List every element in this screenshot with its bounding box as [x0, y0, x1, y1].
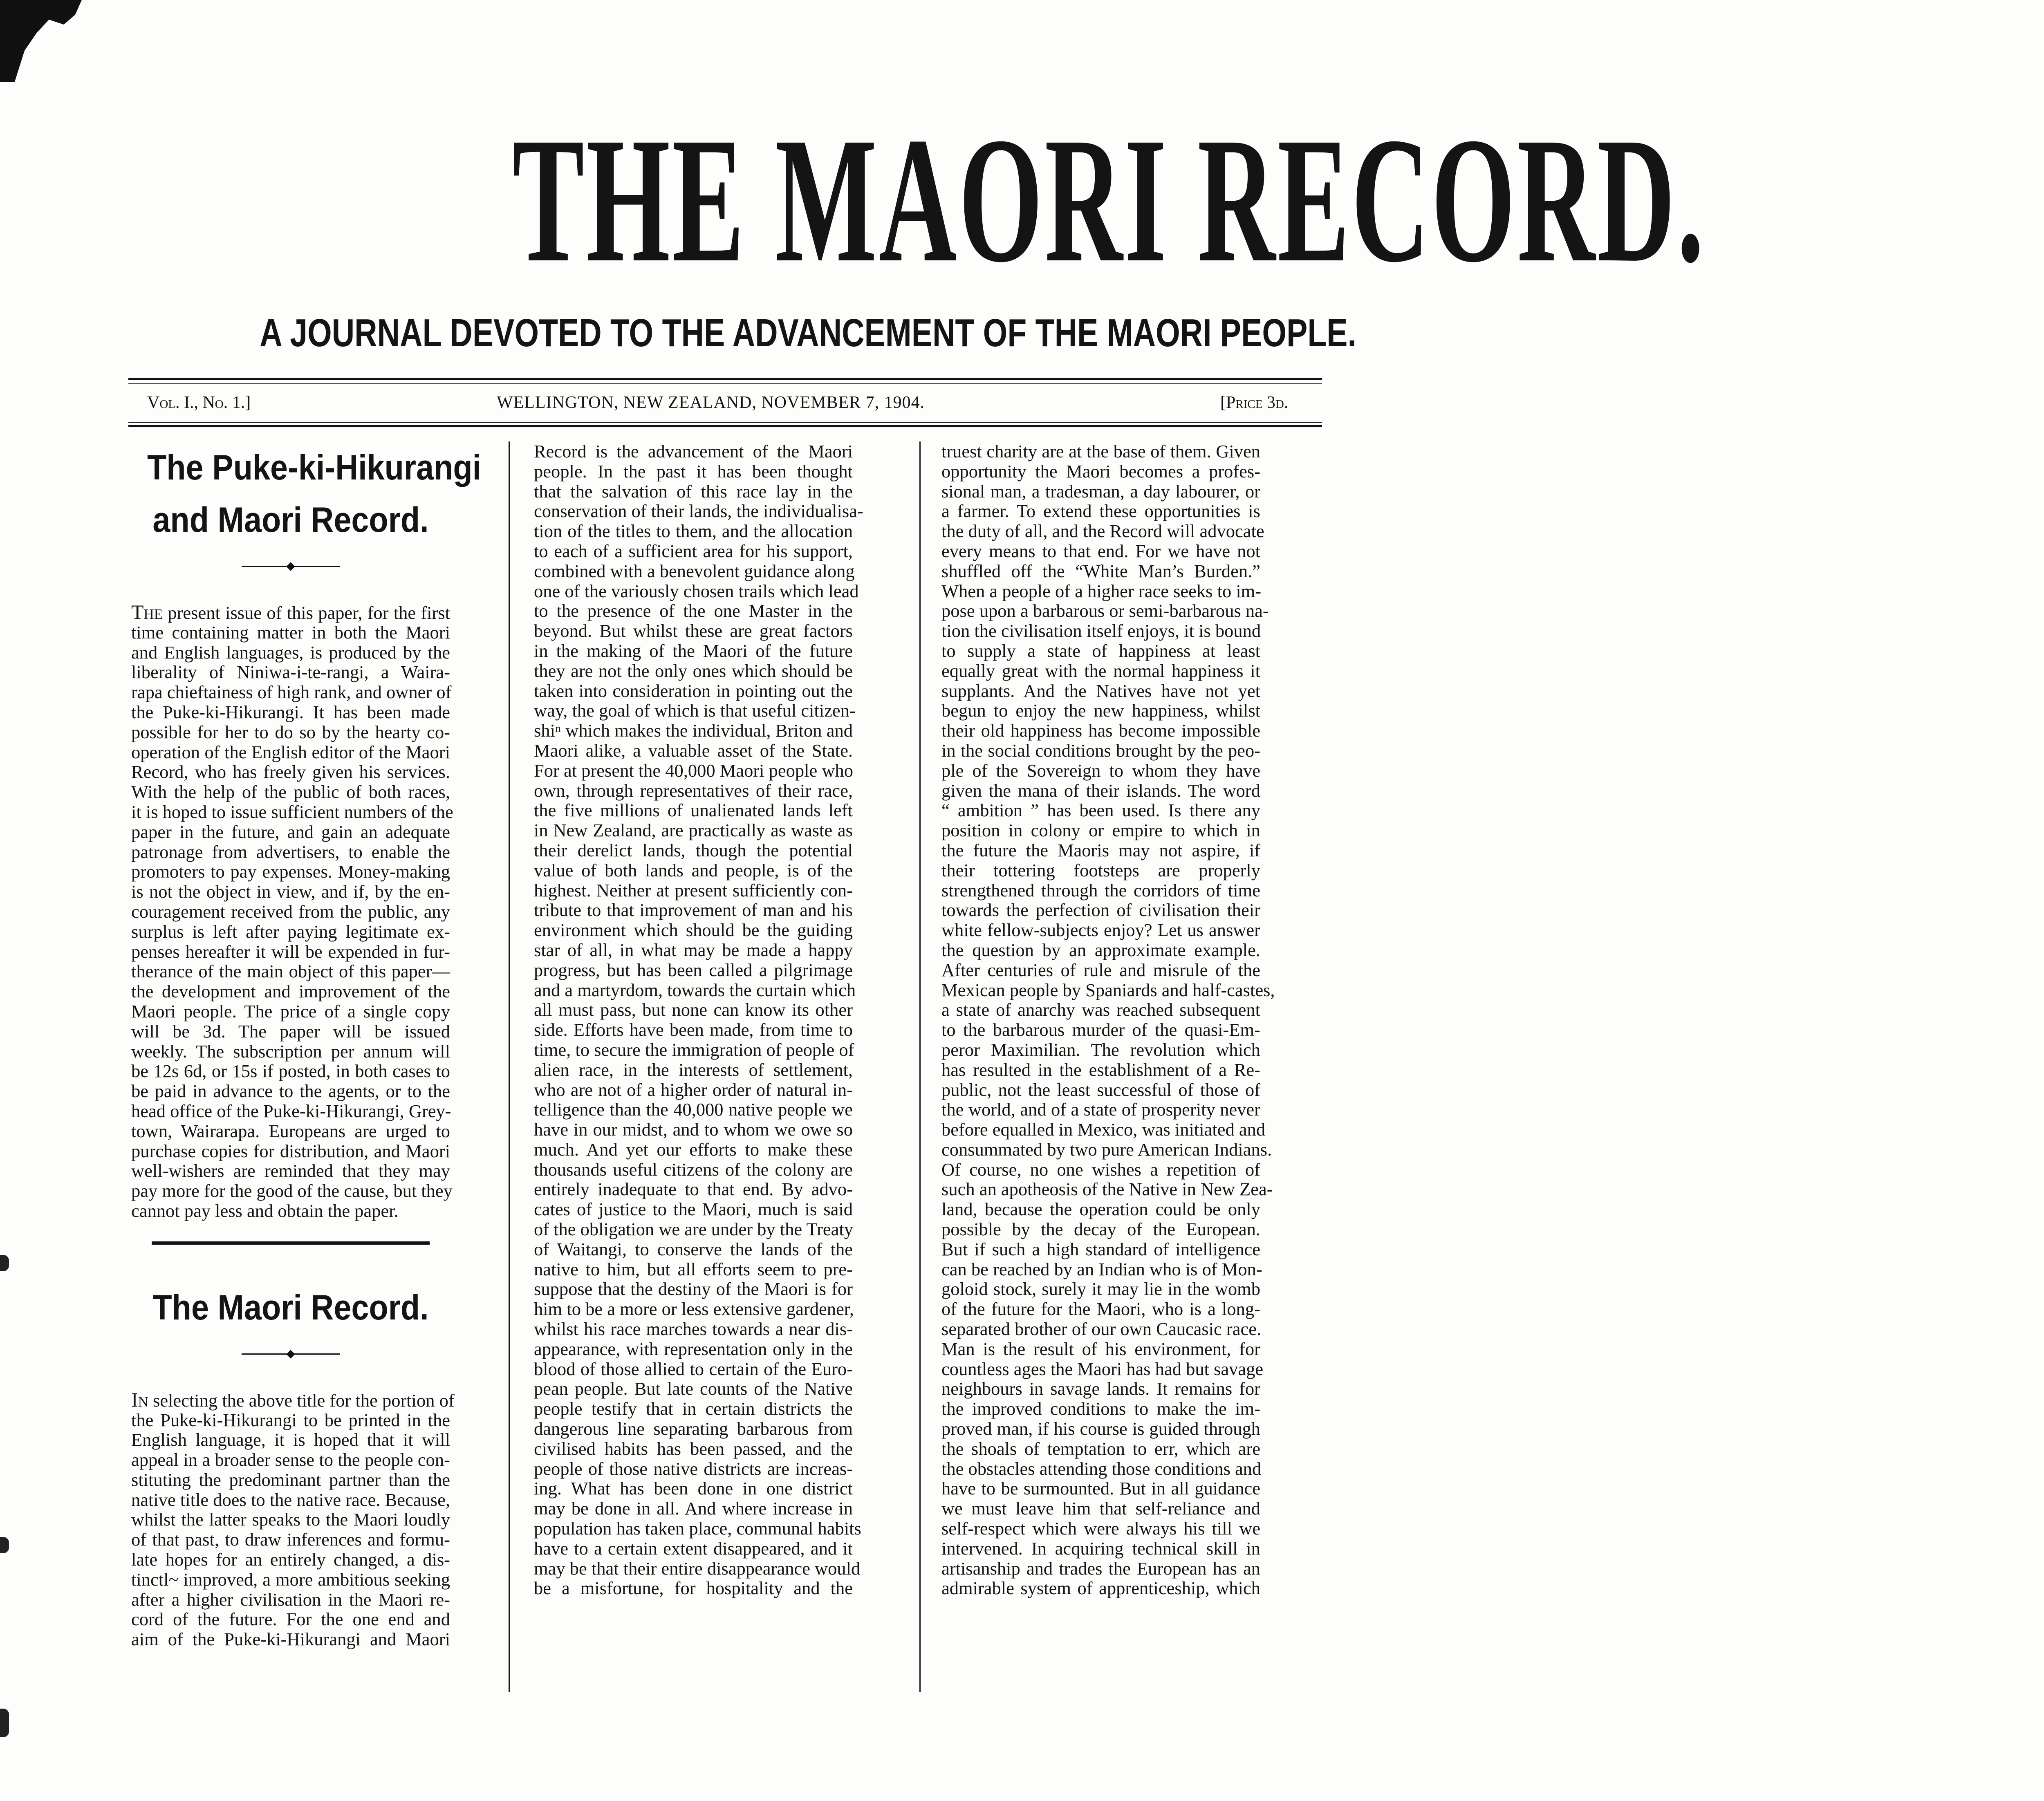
- text-line: in the making of the Maori of the future: [534, 640, 853, 661]
- text-line: possible for her to do so by the hearty co-: [131, 721, 450, 742]
- text-line: shiⁿ which makes the individual, Briton and: [534, 720, 853, 741]
- issue-dateline: WELLINGTON, NEW ZEALAND, NOVEMBER 7, 1904.: [497, 393, 925, 412]
- text-line: can be reached by an Indian who is of Mon-: [941, 1259, 1262, 1279]
- text-line: land, because the operation could be only: [941, 1199, 1260, 1220]
- ornament-divider: [242, 562, 340, 570]
- text-line: sional man, a tradesman, a day labourer, or: [941, 481, 1260, 502]
- text-line: a farmer. To extend these opportunities is: [941, 501, 1260, 522]
- text-line: time containing matter in both the Maori: [131, 622, 450, 643]
- text-line: of the future for the Maori, who is a long-: [941, 1299, 1260, 1319]
- text-line: surplus is left after paying legitimate ex-: [131, 921, 450, 942]
- text-line: people of those native districts are increas-: [534, 1458, 853, 1479]
- text-line: of that past, to draw inferences and formu-: [131, 1529, 450, 1550]
- text-line: late hopes for an entirely changed, a dis-: [131, 1549, 450, 1570]
- text-line: ing. What has been done in one district: [534, 1478, 853, 1499]
- text-line: be 12s 6d, or 15s if posted, in both cases to: [131, 1061, 450, 1082]
- text-line: all must pass, but none can know its other: [534, 999, 853, 1020]
- text-line: peror Maximilian. The revolution which: [941, 1039, 1260, 1060]
- text-line: suppose that the destiny of the Maori is for: [534, 1279, 853, 1299]
- lead-word: The: [131, 601, 163, 623]
- issue-volume: Vol. I., No. 1.]: [147, 393, 251, 412]
- text-line: highest. Neither at present sufficiently con-: [534, 880, 853, 900]
- masthead-subtitle: [123, 311, 1356, 356]
- text-line: their derelict lands, though the potential: [534, 840, 853, 860]
- text-line: taken into consideration in pointing out the: [534, 680, 853, 701]
- text-line: towards the perfection of civilisation their: [941, 900, 1260, 921]
- text-line: shuffled off the “White Man’s Burden.”: [941, 560, 1260, 581]
- text-line: of the obligation we are under by the Treaty: [534, 1219, 854, 1240]
- text-line: Record, who has freely given his services.: [131, 762, 450, 782]
- text-line: purchase copies for distribution, and Maori: [131, 1140, 450, 1161]
- text-line: we must leave him that self-reliance and: [941, 1498, 1260, 1519]
- text-line: dangerous line separating barbarous from: [534, 1418, 853, 1439]
- text-line: their tottering footsteps are properly: [941, 860, 1260, 880]
- article-1-headline-line: and Maori Record.: [152, 500, 429, 540]
- text-line: be a misfortune, for hospitality and the: [534, 1578, 853, 1599]
- scan-corner-mark: [0, 0, 82, 82]
- text-line: telligence than the 40,000 native people we: [534, 1099, 853, 1120]
- text-line: cord of the future. For the one end and: [131, 1609, 450, 1630]
- text-line: tinctl~ improved, a more ambitious seeking: [131, 1569, 450, 1590]
- text-line: people testify that in certain districts the: [534, 1398, 853, 1419]
- text-line-rest: selecting the above title for the portion of: [148, 1390, 455, 1411]
- text-line: alien race, in the interests of settlement,: [534, 1059, 853, 1080]
- article-1-headline: [131, 441, 482, 546]
- text-line: goloid stock, surely it may lie in the womb: [941, 1279, 1260, 1299]
- text-line: in New Zealand, are practically as waste as: [534, 820, 853, 841]
- article-2-headline: [131, 1281, 450, 1334]
- text-line: progress, but has been called a pilgrimage: [534, 959, 853, 980]
- text-line: the world, and of a state of prosperity never: [941, 1099, 1260, 1120]
- text-line: the Puke-ki-Hikurangi to be printed in the: [131, 1409, 450, 1430]
- text-line: given the mana of their islands. The word: [941, 780, 1260, 801]
- text-line: Of course, no one wishes a repetition of: [941, 1159, 1260, 1180]
- column-1: [131, 441, 482, 1650]
- text-line: may be done in all. And where increase in: [534, 1498, 853, 1519]
- article-2-continued: [534, 441, 863, 1599]
- text-line: to the barbarous murder of the quasi-Em-: [941, 1019, 1260, 1040]
- header-rule-bottom: [128, 425, 1322, 427]
- text-line: way, the goal of which is that useful citizen-: [534, 700, 856, 721]
- text-line: and a martyrdom, towards the curtain which: [534, 979, 856, 1000]
- text-line: may be that their entire disappearance would: [534, 1558, 861, 1579]
- text-line: promoters to pay expenses. Money-making: [131, 861, 450, 882]
- text-line: they are not the only ones which should be: [534, 660, 853, 681]
- article-2-headline-line: The Maori Record.: [152, 1288, 429, 1327]
- masthead-subtitle-text: A JOURNAL DEVOTED TO THE ADVANCEMENT OF THE MAORI PEOPLE.: [260, 311, 1356, 355]
- ornament-divider: [242, 1350, 340, 1357]
- article-2-continued: [941, 441, 1275, 1599]
- text-line: the future the Maoris may not aspire, if: [941, 840, 1260, 860]
- text-line: that the salvation of this race lay in the: [534, 481, 853, 502]
- text-line: to the presence of the one Master in the: [534, 600, 853, 621]
- scan-edge-mark: [0, 1537, 9, 1553]
- header-rule-top-thin: [128, 383, 1322, 384]
- text-line: [131, 1388, 455, 1411]
- text-line: the question by an approximate example.: [941, 939, 1260, 960]
- text-line: population has taken place, communal habits: [534, 1518, 861, 1539]
- text-line: public, not the least successful of those of: [941, 1079, 1260, 1100]
- header-rule-bottom-thin: [128, 422, 1322, 423]
- text-line: admirable system of apprenticeship, which: [941, 1578, 1260, 1599]
- text-line: the shoals of temptation to err, which are: [941, 1438, 1260, 1459]
- column-rule: [919, 441, 921, 1692]
- text-line: be paid in advance to the agents, or to the: [131, 1081, 450, 1102]
- text-line: the five millions of unalienated lands left: [534, 800, 853, 821]
- text-line: artisanship and trades the European has an: [941, 1558, 1260, 1579]
- text-line: Maori people. The price of a single copy: [131, 1001, 450, 1021]
- text-line: separated brother of our own Caucasic race.: [941, 1319, 1262, 1340]
- column-2: [534, 441, 863, 1599]
- article-1-body: [131, 601, 453, 1221]
- article-separator-rule: [152, 1241, 430, 1245]
- text-line: Record is the advancement of the Maori: [534, 441, 853, 461]
- text-line: consummated by two pure American Indians.: [941, 1139, 1272, 1160]
- text-line: possible by the decay of the European.: [941, 1219, 1260, 1240]
- issue-price: [Price 3d.: [1220, 393, 1289, 412]
- text-line: every means to that end. For we have not: [941, 540, 1260, 561]
- masthead-title-text: THE MAORI RECORD.: [512, 101, 1706, 300]
- text-line: strengthened through the corridors of time: [941, 880, 1260, 900]
- text-line: native title does to the native race. Because,: [131, 1489, 450, 1510]
- text-line: their old happiness has become impossible: [941, 720, 1260, 741]
- text-line: pay more for the good of the cause, but they: [131, 1181, 453, 1201]
- text-line: proved man, if his course is guided through: [941, 1418, 1260, 1439]
- scan-edge-mark: [0, 1709, 9, 1737]
- text-line: cannot pay less and obtain the paper.: [131, 1200, 399, 1221]
- text-line: is not the object in view, and if, by the en-: [131, 881, 450, 902]
- text-line: value of both lands and people, is of the: [534, 860, 853, 880]
- text-line: civilised habits has been passed, and the: [534, 1438, 853, 1459]
- text-line: When a people of a higher race seeks to im-: [941, 580, 1262, 601]
- text-line: thousands useful citizens of the colony are: [534, 1159, 853, 1180]
- text-line: native to him, but all efforts seem to pre-: [534, 1259, 853, 1279]
- text-line: entirely inadequate to that end. By advo-: [534, 1179, 853, 1200]
- text-line: environment which should be the guiding: [534, 920, 853, 941]
- text-line: side. Efforts have been made, from time to: [534, 1019, 853, 1040]
- text-line: tion of the titles to them, and the allocation: [534, 521, 853, 542]
- text-line: patronage from advertisers, to enable the: [131, 841, 450, 862]
- text-line: combined with a benevolent guidance along: [534, 560, 855, 581]
- text-line: it is hoped to issue sufficient numbers of the: [131, 801, 453, 822]
- text-line: appearance, with representation only in the: [534, 1338, 853, 1359]
- text-line: have to be surmounted. But in all guidance: [941, 1478, 1260, 1499]
- text-line: has resulted in the establishment of a Re-: [941, 1059, 1260, 1080]
- text-line: after a higher civilisation in the Maori re-: [131, 1589, 450, 1610]
- text-line: intervened. In acquiring technical skill in: [941, 1538, 1260, 1559]
- text-line: aim of the Puke-ki-Hikurangi and Maori: [131, 1629, 450, 1650]
- text-line: people. In the past it has been thought: [534, 461, 853, 482]
- text-line: pean people. But late counts of the Native: [534, 1378, 853, 1399]
- text-line: operation of the English editor of the Maori: [131, 741, 450, 762]
- text-line: the duty of all, and the Record will advocate: [941, 521, 1264, 542]
- text-line: equally great with the normal happiness it: [941, 660, 1260, 681]
- text-line: well-wishers are reminded that they may: [131, 1160, 450, 1181]
- text-line: supplants. And the Natives have not yet: [941, 680, 1260, 701]
- text-line: For at present the 40,000 Maori people who: [534, 760, 854, 781]
- text-line: much. And yet our efforts to make these: [534, 1139, 853, 1160]
- text-line: countless ages the Maori has had but savage: [941, 1358, 1264, 1379]
- text-line: Maori alike, a valuable asset of the State.: [534, 740, 853, 761]
- text-line: tion the civilisation itself enjoys, it is bound: [941, 620, 1261, 641]
- text-line: weekly. The subscription per annum will: [131, 1041, 450, 1062]
- text-line: English language, it is hoped that it will: [131, 1429, 450, 1450]
- scan-edge-mark: [0, 1255, 9, 1271]
- text-line: self-respect which were always his till we: [941, 1518, 1260, 1539]
- column-rule: [509, 441, 510, 1692]
- text-line: With the help of the public of both races,: [131, 782, 450, 802]
- text-line: Man is the result of his environment, for: [941, 1338, 1260, 1359]
- text-line: such an apotheosis of the Native in New Zea-: [941, 1179, 1273, 1200]
- text-line: time, to secure the immigration of people of: [534, 1039, 854, 1060]
- text-line: beyond. But whilst these are great factors: [534, 620, 853, 641]
- text-line: Mexican people by Spaniards and half-castes,: [941, 979, 1275, 1000]
- text-line: whilst his race marches towards a near dis-: [534, 1319, 853, 1340]
- column-3: [941, 441, 1275, 1599]
- text-line: cates of justice to the Maori, much is said: [534, 1199, 853, 1220]
- masthead-title: [114, 101, 1706, 300]
- text-line: position in colony or empire to which in: [941, 820, 1260, 841]
- text-line: a state of anarchy was reached subsequent: [941, 999, 1260, 1020]
- text-line: couragement received from the public, any: [131, 901, 450, 922]
- text-line: stituting the predominant partner than the: [131, 1469, 450, 1490]
- text-line: head office of the Puke-ki-Hikurangi, Grey-: [131, 1100, 451, 1121]
- text-line: the obstacles attending those conditions and: [941, 1458, 1262, 1479]
- text-line: neighbours in savage lands. It remains for: [941, 1378, 1260, 1399]
- text-line: will be 3d. The paper will be issued: [131, 1021, 450, 1042]
- text-line: paper in the future, and gain an adequate: [131, 821, 450, 842]
- text-line: rapa chieftainess of high rank, and owner of: [131, 682, 452, 703]
- text-line: blood of those allied to certain of the Euro-: [534, 1358, 853, 1379]
- text-line: before equalled in Mexico, was initiated and: [941, 1119, 1266, 1140]
- text-line: conservation of their lands, the individualisa-: [534, 501, 863, 522]
- text-line: pose upon a barbarous or semi-barbarous na-: [941, 600, 1269, 621]
- text-line: opportunity the Maori becomes a profes-: [941, 461, 1260, 482]
- header-rule-top: [128, 378, 1322, 380]
- lead-word: In: [131, 1388, 148, 1411]
- text-line: have in our midst, and to whom we owe so: [534, 1119, 853, 1140]
- text-line: begun to enjoy the new happiness, whilst: [941, 700, 1260, 721]
- text-line: [131, 603, 450, 623]
- text-line: “ ambition ” has been used. Is there any: [941, 800, 1260, 821]
- text-line: therance of the main object of this paper—: [131, 961, 450, 982]
- text-line: After centuries of rule and misrule of the: [941, 959, 1260, 980]
- text-line: the improved conditions to make the im-: [941, 1398, 1260, 1419]
- text-line: But if such a high standard of intelligence: [941, 1239, 1260, 1259]
- text-line: of Waitangi, to conserve the lands of the: [534, 1239, 853, 1259]
- text-line: white fellow-subjects enjoy? Let us answer: [941, 920, 1260, 941]
- text-line: the Puke-ki-Hikurangi. It has been made: [131, 701, 450, 722]
- text-line: whilst the latter speaks to the Maori loudly: [131, 1509, 450, 1530]
- text-line: and English languages, is produced by the: [131, 642, 450, 663]
- text-line: star of all, in what may be made a happy: [534, 939, 853, 960]
- text-line: to each of a sufficient area for his support,: [534, 540, 853, 561]
- text-line: tribute to that improvement of man and his: [534, 900, 853, 921]
- text-line: liberality of Niniwa-i-te-rangi, a Waira-: [131, 662, 450, 683]
- text-line: him to be a more or less extensive gardener,: [534, 1299, 854, 1319]
- text-line: who are not of a higher order of natural in-: [534, 1079, 853, 1100]
- text-line: one of the variously chosen trails which lead: [534, 580, 859, 601]
- text-line: town, Wairarapa. Europeans are urged to: [131, 1120, 450, 1141]
- text-line: the development and improvement of the: [131, 981, 450, 1002]
- article-2-body: [131, 1388, 455, 1650]
- text-line: penses hereafter it will be expended in fur-: [131, 941, 450, 962]
- text-line: in the social conditions brought by the peo-: [941, 740, 1260, 761]
- text-line: ple of the Sovereign to whom they have: [941, 760, 1260, 781]
- text-line: appeal in a broader sense to the people con-: [131, 1449, 450, 1470]
- article-1-headline-line: The Puke-ki-Hikurangi: [147, 448, 482, 487]
- text-line: truest charity are at the base of them. Given: [941, 441, 1260, 461]
- text-line: own, through representatives of their race,: [534, 780, 853, 801]
- text-line: to supply a state of happiness at least: [941, 640, 1260, 661]
- text-line: have to a certain extent disappeared, and it: [534, 1538, 853, 1559]
- text-line-rest: present issue of this paper, for the first: [163, 603, 450, 623]
